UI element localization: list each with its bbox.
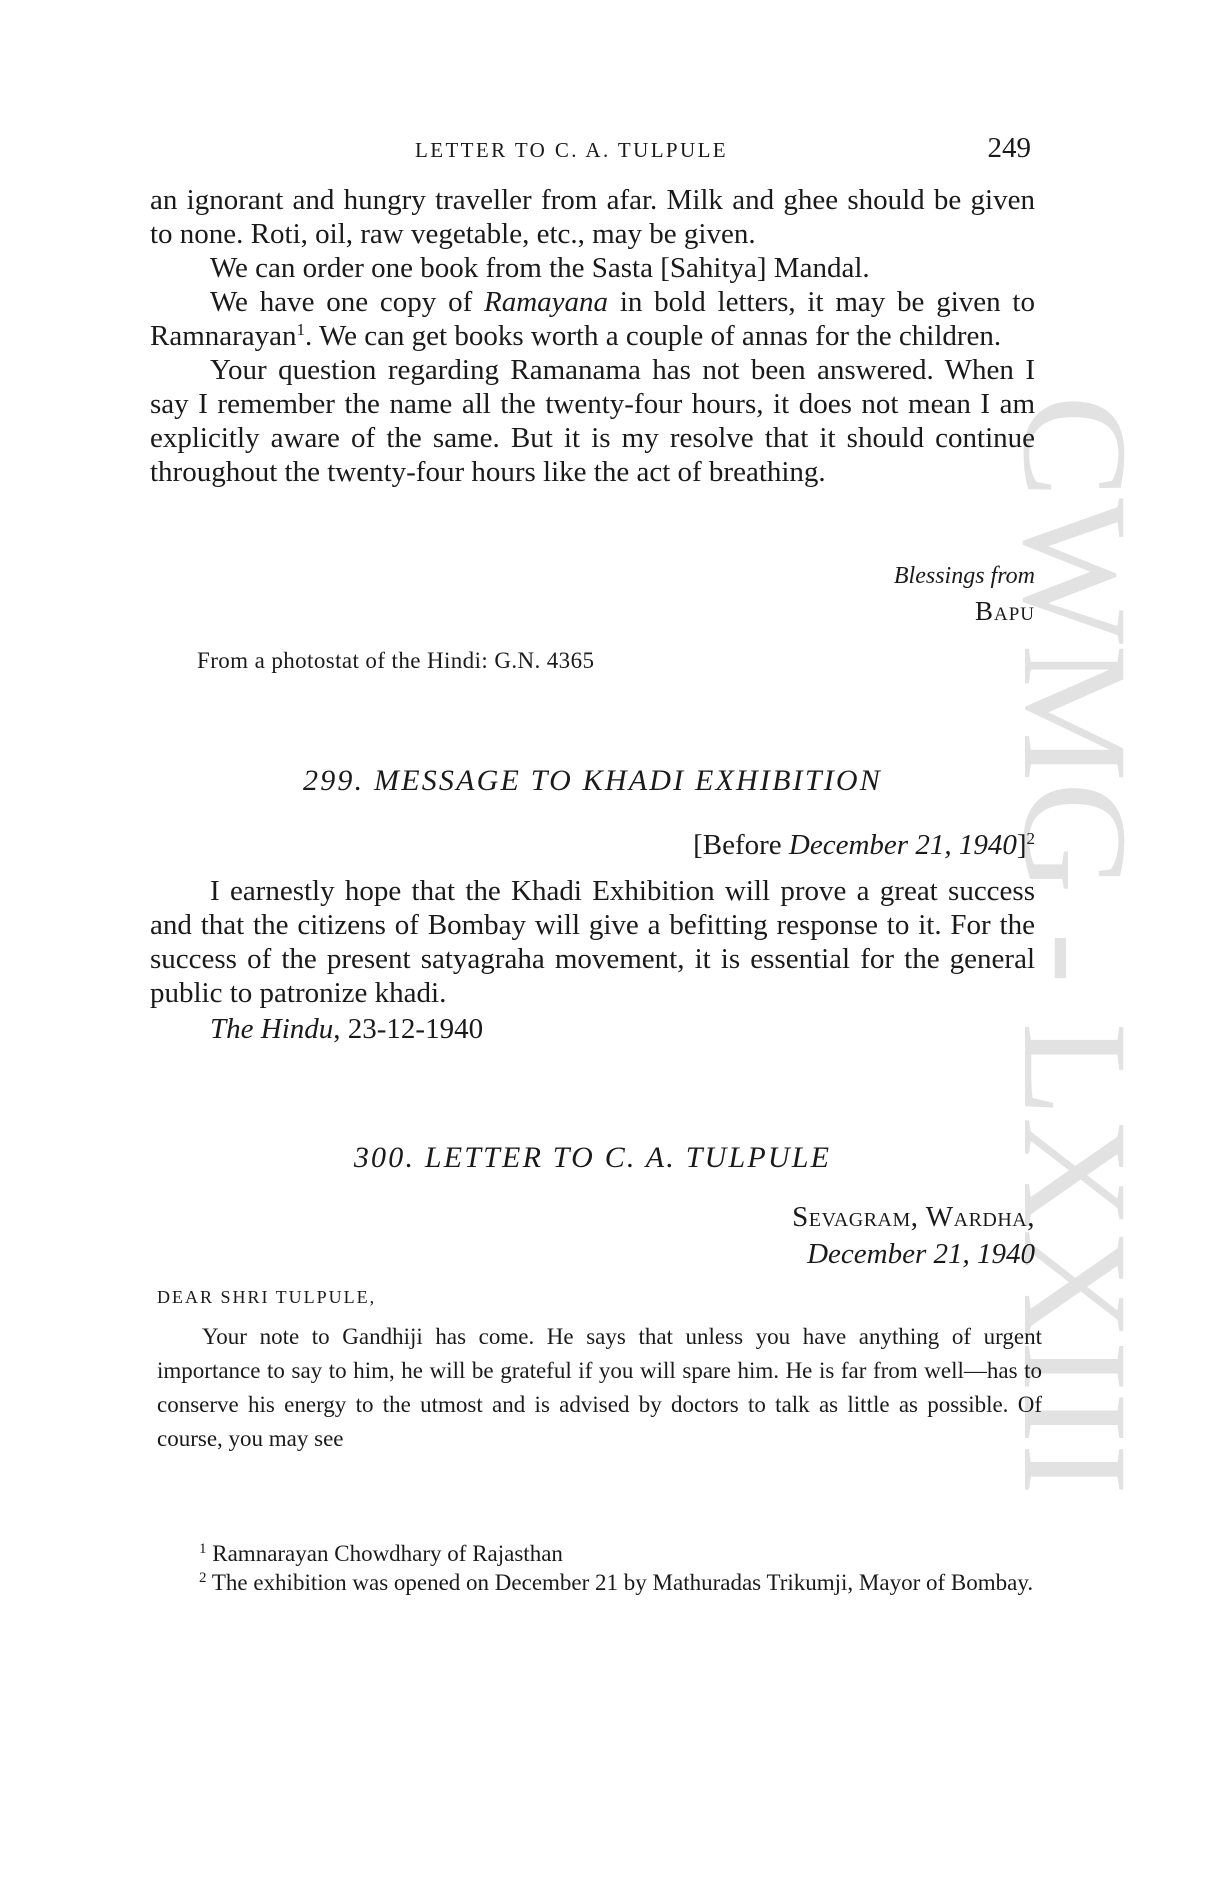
section-299-date <box>693 829 1035 862</box>
date-bracket-close: ] <box>1016 829 1027 861</box>
closing-blessings: Blessings from <box>893 563 1035 589</box>
paragraph-3-part-a: We have one copy of <box>210 286 485 318</box>
section-299-heading: 299. MESSAGE TO KHADI EXHIBITION <box>303 764 882 797</box>
footnote-2 <box>157 1568 1042 1597</box>
footnote-1 <box>157 1539 1042 1568</box>
ramayana-title: Ramayana <box>484 286 609 318</box>
paragraph-4: Your question regarding Ramanama has not been answered. When I say I remember the name all the twenty-four hours, it does not mean I am explicitly aware of the same. But it is my resolve that it should continue throughout the twenty-four hours like the act of breathing. <box>150 354 1035 488</box>
salutation: DEAR SHRI TULPULE, <box>157 1287 377 1307</box>
section-300-date: December 21, 1940 <box>807 1238 1035 1270</box>
footnote-2-text: The exhibition was opened on December 21 by Mathuradas Trikumji, Mayor of Bombay. <box>211 1570 1034 1595</box>
section-299-source <box>150 1012 1035 1046</box>
letter-continuation <box>150 183 1035 489</box>
footnotes <box>157 1539 1042 1597</box>
footnote-ref-1: 1 <box>296 320 306 339</box>
paragraph-3 <box>150 285 1035 353</box>
watermark-text: CWMG LXXIII <box>1005 395 1125 1462</box>
footnote-ref-2: 2 <box>1026 829 1035 848</box>
paragraph-3-part-b: in bold letters, it may be given to Ramnarayan <box>150 286 1035 352</box>
footnote-2-number: 2 <box>199 1570 207 1586</box>
date-bracket-open: [Before <box>693 829 789 861</box>
paragraph-1: an ignorant and hungry traveller from afar. Milk and ghee should be given to none. Roti, oil, raw vegetable, etc., may be given. <box>150 184 1035 250</box>
source-date: , 23-12-1940 <box>333 1013 484 1045</box>
source-citation-1: From a photostat of the Hindi: G.N. 4365 <box>197 648 595 673</box>
section-300-body: Your note to Gandhiji has come. He says that unless you have anything of urgent importance to say to him, he will be grateful if you will spare him. He is far from well—has to conserve his energy to the utmost and is advised by doctors to talk as little as possible. Of course, you may see <box>157 1324 1042 1451</box>
page-number: 249 <box>987 132 1031 164</box>
footnote-1-text: Ramnarayan Chowdhary of Rajasthan <box>212 1541 563 1566</box>
date-italic: December 21, 1940 <box>788 829 1017 861</box>
signature-bapu: Bapu <box>974 596 1035 626</box>
section-300-heading: 300. LETTER TO C. A. TULPULE <box>353 1141 832 1174</box>
running-head-title: LETTER TO C. A. TULPULE <box>415 138 729 162</box>
section-299-paragraph: I earnestly hope that the Khadi Exhibition will prove a great success and that the citizens of Bombay will give a befitting response to it. For the success of the present satyagraha movement, it is essential for the general public to patronize khadi. <box>150 875 1035 1009</box>
section-300-place: Sevagram, Wardha, <box>792 1201 1035 1233</box>
footnote-1-number: 1 <box>199 1541 207 1557</box>
paragraph-3-part-c: . We can get books worth a couple of annas for the children. <box>305 320 1002 352</box>
section-299-body <box>150 874 1035 1046</box>
running-head <box>150 132 1035 168</box>
source-publication: The Hindu <box>210 1013 334 1045</box>
paragraph-2: We can order one book from the Sasta [Sahitya] Mandal. <box>210 252 870 284</box>
